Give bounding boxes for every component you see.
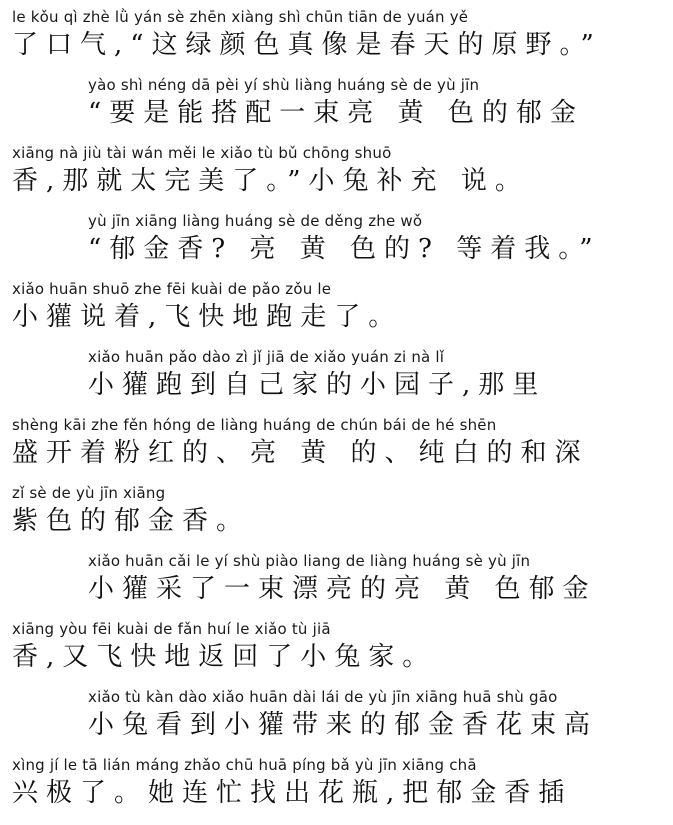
pinyin-line: xiǎo huān shuō zhe fēi kuài de pǎo zǒu le: [12, 280, 332, 298]
hanzi-line: 紫色的郁金香。: [12, 506, 251, 536]
pinyin-line: shèng kāi zhe fěn hóng de liàng huáng de chún bái de hé shēn: [12, 416, 497, 434]
text-line-12: [12, 756, 662, 824]
hanzi-line: “要是能搭配一束亮 黄 色的郁金: [88, 98, 584, 128]
text-line-4: [88, 212, 662, 280]
pinyin-line: xiāng nà jiù tài wán měi le xiǎo tù bǔ chōng shuō: [12, 144, 392, 162]
pinyin-line: xìng jí le tā lián máng zhǎo chū huā píng bǎ yù jīn xiāng chā: [12, 756, 477, 774]
hanzi-line: 小獾说着,飞快地跑走了。: [12, 302, 403, 332]
hanzi-line: 香,那就太完美了。”小兔补充 说。: [12, 166, 529, 196]
pinyin-line: le kǒu qì zhè lǜ yán sè zhēn xiàng shì chūn tiān de yuán yě: [12, 8, 469, 26]
pinyin-line: zǐ sè de yù jīn xiāng: [12, 484, 166, 502]
text-line-1: [12, 8, 662, 76]
hanzi-line: 盛开着粉红的、亮 黄 的、纯白的和深: [12, 438, 589, 468]
pinyin-line: yù jīn xiāng liàng huáng sè de děng zhe wǒ: [88, 212, 423, 230]
hanzi-line: “郁金香? 亮 黄 色的? 等着我。”: [88, 234, 601, 264]
text-line-9: [88, 552, 662, 620]
text-line-10: [12, 620, 662, 688]
hanzi-line: 小獾跑到自己家的小园子,那里: [88, 370, 547, 400]
pinyin-line: xiǎo huān pǎo dào zì jǐ jiā de xiǎo yuán zi nà lǐ: [88, 348, 445, 366]
text-line-8: [12, 484, 662, 552]
pinyin-line: xiǎo tù kàn dào xiǎo huān dài lái de yù jīn xiāng huā shù gāo: [88, 688, 558, 706]
hanzi-line: 兴极了。她连忙找出花瓶,把郁金香插: [12, 778, 573, 808]
text-line-6: [88, 348, 662, 416]
text-line-7: [12, 416, 662, 484]
pinyin-line: xiāng yòu fēi kuài de fǎn huí le xiǎo tù jiā: [12, 620, 331, 638]
text-line-11: [88, 688, 662, 756]
pinyin-line: yào shì néng dā pèi yí shù liàng huáng sè de yù jīn: [88, 76, 480, 94]
hanzi-line: 了口气,“这绿颜色真像是春天的原野。”: [12, 30, 602, 60]
hanzi-line: 小兔看到小獾带来的郁金香花束高: [88, 710, 599, 740]
text-line-5: [12, 280, 662, 348]
pinyin-line: xiǎo huān cǎi le yí shù piào liang de liàng huáng sè yù jīn: [88, 552, 531, 570]
text-line-3: [12, 144, 662, 212]
hanzi-line: 小獾采了一束漂亮的亮 黄 色郁金: [88, 574, 597, 604]
text-line-2: [88, 76, 662, 144]
hanzi-line: 香,又飞快地返回了小兔家。: [12, 642, 437, 672]
